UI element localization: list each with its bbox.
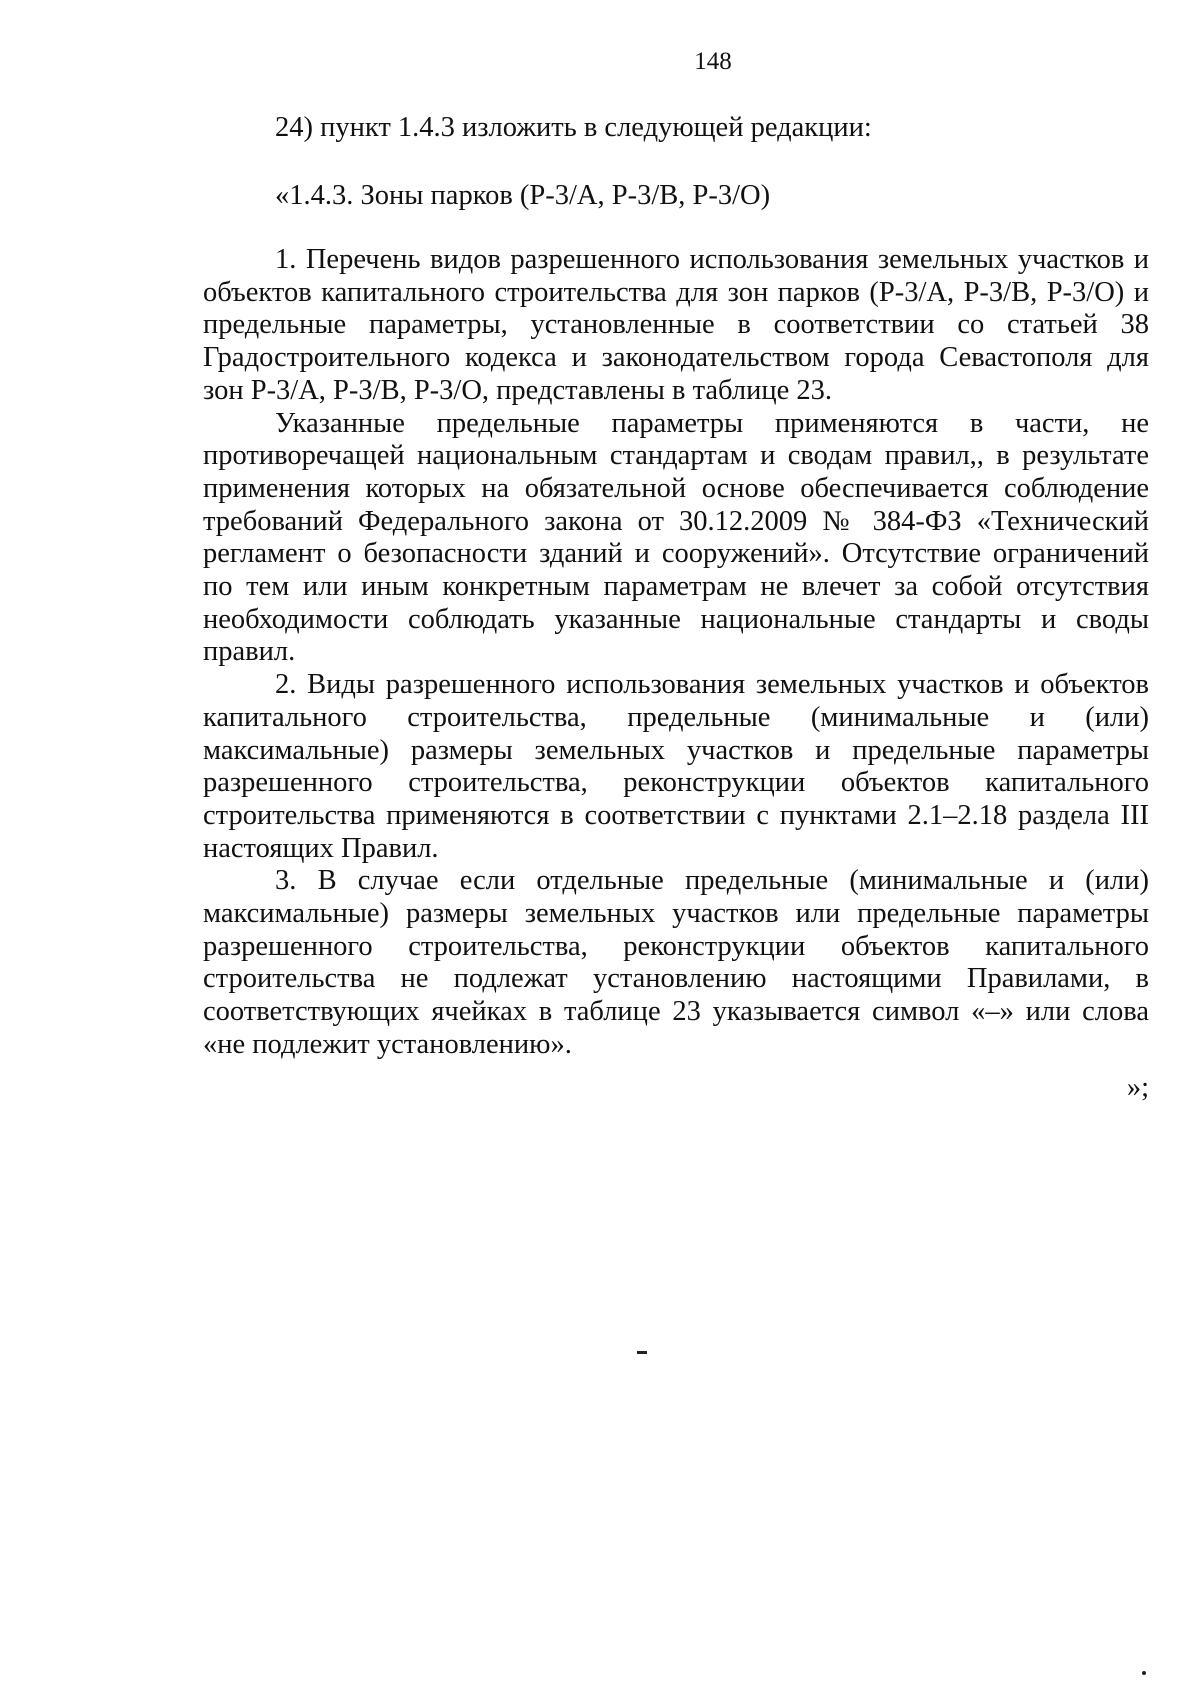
closing-quote: »; <box>1126 1072 1149 1103</box>
page-number: 148 <box>694 48 732 75</box>
section-title: «1.4.3. Зоны парков (Р-3/А, Р-3/В, Р-3/О) <box>275 180 771 211</box>
paragraph-permitted-uses: 2. Виды разрешенного использования земельных участков и объектов капитального строительства, предельные (минимальные и (или) максимальные) размеры земельных участков и предельные параметры разрешенного строительства, реконструкции объектов капитального строительства применяются в соответствии с пунктами 2.1–2.18 раздела III настоящих Правил. <box>203 669 1149 864</box>
scan-mark-dot <box>1142 1671 1146 1675</box>
document-body <box>203 244 1149 1062</box>
paragraph-list-of-uses: 1. Перечень видов разрешенного использования земельных участков и объектов капитального строительства для зон парков (Р-3/А, Р-3/В, Р-3/О) и предельные параметры, установленные в соответствии со статьей 38 Градостроительного кодекса и законодательством города Севастополя для зон Р-3/А, Р-3/В, Р-3/О, представлены в таблице 23. <box>203 244 1149 406</box>
paragraph-table-symbols: 3. В случае если отдельные предельные (минимальные и (или) максимальные) размеры земельных участков или предельные параметры разрешенного строительства, реконструкции объектов капитального строительства не подлежат установлению настоящими Правилами, в соответствующих ячейках в таблице 23 указывается символ «–» или слова «не подлежит установлению». <box>203 865 1149 1060</box>
paragraph-limit-parameters: Указанные предельные параметры применяются в части, не противоречащей национальным стандартам и сводам правил,, в результате применения которых на обязательной основе обеспечивается соблюдение требований Федерального закона от 30.12.2009 № 384-ФЗ «Технический регламент о безопасности зданий и сооружений». Отсутствие ограничений по тем или иным конкретным параметрам не влечет за собой отсутствия необходимости соблюдать указанные национальные стандарты и своды правил. <box>203 407 1149 668</box>
scan-mark-dash <box>637 1351 647 1354</box>
amendment-instruction: 24) пункт 1.4.3 изложить в следующей редакции: <box>275 112 872 143</box>
